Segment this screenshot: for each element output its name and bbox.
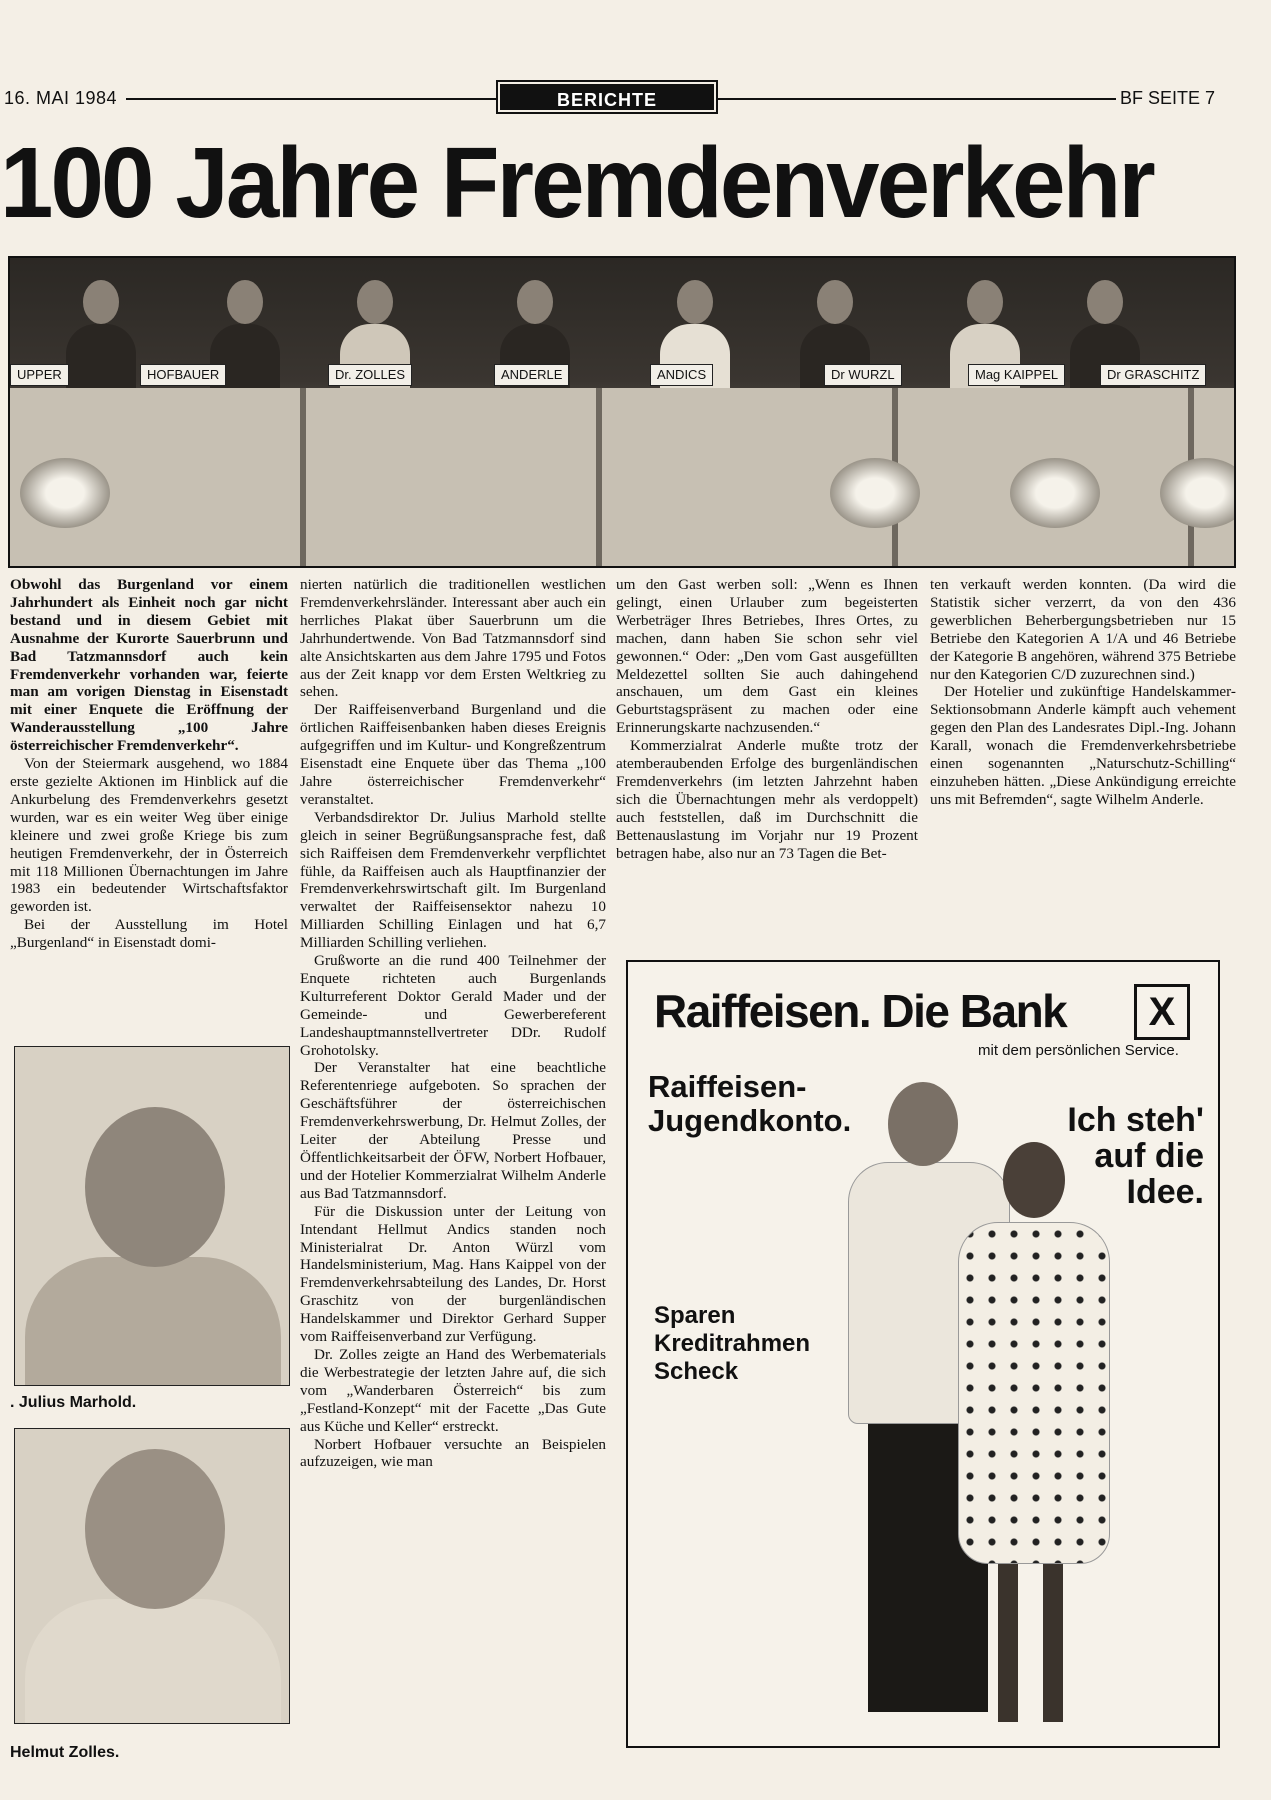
article-paragraph: Norbert Hofbauer versuchte an Beispielen aufzuzeigen, wie man [300, 1435, 606, 1471]
ad-slogan-line: Idee. [1126, 1173, 1204, 1211]
flower-arrangement [1010, 458, 1100, 528]
nameplate: Mag KAIPPEL [968, 364, 1065, 386]
ad-product-line: Raiffeisen- [648, 1069, 807, 1104]
page-number: BF SEITE 7 [1120, 88, 1216, 108]
nameplate: Dr. ZOLLES [328, 364, 412, 386]
header-rule-left [126, 98, 498, 100]
ad-model-woman [958, 1142, 1108, 1722]
nameplate: Dr WURZL [824, 364, 902, 386]
photo-caption: Helmut Zolles. [10, 1744, 120, 1761]
ad-brand: Raiffeisen. Die Bank [654, 985, 1067, 1037]
ad-slogan-line: Ich steh' [1067, 1101, 1204, 1139]
ad-slogan [1058, 1102, 1204, 1210]
article-paragraph: Von der Steiermark ausgehend, wo 1884 erste gezielte Aktionen im Hinblick auf die Ankurbelung des Fremdenverkehrs gesetzt wurden, war es ein weiter Weg über einige kleinere und zwei große Kriege bis zum heutigen Fremdenverkehr, der in Österreich mit 118 Millionen Übernachtungen im Jahre 1983 ein bedeutender Wirtschaftsfaktor geworden ist. [10, 755, 288, 916]
article-paragraph: Der Hotelier und zukünftige Handelskammer-Sektionsobmann Anderle kämpft auch vehement gegen den Plan des Landesrates Dipl.-Ing. Johann Karall, wonach die Fremdenverkehrsbetriebe einen sogenannten „Naturschutz-Schilling“ einzuheben hätten. „Diese Ankündigung erreichte uns mit Befremden“, sagte Wilhelm Anderle. [930, 683, 1236, 808]
article-paragraph: Der Veranstalter hat eine beachtliche Referentenriege aufgeboten. So sprachen der Geschäftsführer der österreichischen Fremdenverkehrswerbung, Dr. Helmut Zolles, der Leiter der Abteilung Presse und Öffentlichkeitsarbeit der ÖFW, Norbert Hofbauer, und der Hotelier Kommerzialrat Wilhelm Anderle aus Bad Tatzmannsdorf. [300, 1059, 606, 1202]
ad-feature-item: Kreditrahmen [654, 1330, 811, 1357]
article-paragraph: Dr. Zolles zeigte an Hand des Werbematerials die Werbestrategie der letzten Jahre auf, die sich vom „Wanderbaren Österreich“ bis zum „Festland-Konzept“ mit der Facette „Das Gute aus Küche und Keller“ erstreckt. [300, 1345, 606, 1435]
panelist-figure [66, 280, 136, 400]
nameplate: ANDICS [650, 364, 713, 386]
article-paragraph: Kommerzialrat Anderle mußte trotz der atemberaubenden Erfolge des burgenländischen Fremdenverkehrs (im letzten Jahrzehnt haben sich die Übernachtungen mehr als verdoppelt) auch feststellen, daß im Durchschnitt die Bettenauslastung im Vorjahr nur 19 Prozent betragen habe, also nur an 73 Tagen die Bet- [616, 737, 918, 862]
article-paragraph: Der Raiffeisenverband Burgenland und die örtlichen Raiffeisenbanken haben dieses Ereignis aufgegriffen und im Kultur- und Kongreßzentrum Eisenstadt eine Enquete über das Thema „100 Jahre österreichischer Fremdenverkehr“ veranstaltet. [300, 701, 606, 808]
article-paragraph: um den Gast werben soll: „Wenn es Ihnen gelingt, einen Urlauber zum begeisterten Werbeträger Ihres Betriebes, Ihres Ortes, zu machen, dann haben Sie schon sehr viel gewonnen.“ Oder: „Den vom Gast ausgefüllten Meldezettel sollten Sie auch dahingehend anschauen, um dem Gast ein kleines Geburtstagspräsent zu machen oder eine Erinnerungskarte nachzusenden.“ [616, 576, 918, 737]
raiffeisen-advertisement [626, 960, 1220, 1748]
ad-tagline: mit dem persönlichen Service. [978, 1042, 1179, 1059]
article-paragraph: Verbandsdirektor Dr. Julius Marhold stellte gleich in seiner Begrüßungsansprache fest, daß sich Raiffeisen dem Fremdenverkehr verpflichtet fühle, da Raiffeisen auch als Hauptfinanzier der Fremdenverkehrswirtschaft gilt. Im Burgenland verwaltet der Raiffeisensektor nahezu 10 Milliarden Schilling Einlagen und hat 6,7 Milliarden Schilling verliehen. [300, 808, 606, 952]
article-paragraph: ten verkauft werden konnten. (Da wird die Statistik sicher verzerrt, da von den 436 gewerblichen Beherbergungsbetrieben nur 15 Betriebe den Kategorien A 1/A und 46 Betriebe der Kategorie B angehören, während 375 Betriebe nur den Kategorien C/D zuzurechnen sind.) [930, 576, 1236, 683]
article-paragraph: Bei der Ausstellung im Hotel „Burgenland“ in Eisenstadt domi- [10, 916, 288, 952]
nameplate: Dr GRASCHITZ [1100, 364, 1206, 386]
nameplate: ANDERLE [494, 364, 569, 386]
headline: 100 Jahre Fremdenverkehr [0, 127, 1153, 239]
article-column-2 [300, 576, 606, 1471]
portrait-photo-marhold [14, 1046, 290, 1386]
section-label: BERICHTE [500, 84, 714, 110]
flower-arrangement [830, 458, 920, 528]
flower-arrangement [20, 458, 110, 528]
header-rule-right [718, 98, 1116, 100]
photo-caption: . Julius Marhold. [10, 1394, 137, 1411]
page-header [0, 84, 1236, 112]
article-column-3 [616, 576, 918, 863]
nameplate: HOFBAUER [140, 364, 226, 386]
article-paragraph: Für die Diskussion unter der Leitung von Intendant Hellmut Andics standen noch Ministerialrat Dr. Anton Würzl vom Handelsministerium, Mag. Hans Kaippel von der Fremdenverkehrsabteilung des Landes, Dr. Horst Graschitz von der burgenländischen Handelskammer und Direktor Gerhard Supper vom Raiffeisenverband zur Verfügung. [300, 1202, 606, 1346]
ad-features [654, 1302, 810, 1386]
article-paragraph: nierten natürlich die traditionellen westlichen Fremdenverkehrsländer. Interessant aber auch ein herrliches Plakat über Sauerbrunn um die Jahrhundertwende. Von Bad Tatzmannsdorf sind alte Ansichtskarten aus dem Jahre 1795 und Fotos aus der Zeit knapp vor dem Ersten Weltkrieg zu sehen. [300, 576, 606, 701]
nameplate: UPPER [10, 364, 69, 386]
portrait-photo-zolles [14, 1428, 290, 1724]
ad-feature-item: Scheck [654, 1358, 739, 1385]
article-column-1 [10, 576, 288, 952]
article-paragraph: Obwohl das Burgenland vor einem Jahrhundert als Einheit noch gar nicht bestand und in diesem Gebiet mit Ausnahme der Kurorte Sauerbrunn und Bad Tatzmannsdorf auch kein Fremdenverkehr vorhanden war, feierte man am vorigen Dienstag in Eisenstadt mit einer Enquete die Eröffnung der Wanderausstellung „100 Jahre österreichischer Fremdenverkehr“. [10, 576, 288, 755]
article-column-4 [930, 576, 1236, 809]
raiffeisen-logo-icon: X [1134, 984, 1190, 1040]
article-paragraph: Grußworte an die rund 400 Teilnehmer der Enquete richteten auch Burgenlands Kulturreferent Doktor Gerald Mader und der Gemeinde- und Gewerbereferent Landeshauptmannstellvertreter DDr. Rudolf Grohotolsky. [300, 952, 606, 1059]
ad-slogan-line: auf die [1094, 1137, 1204, 1175]
panel-photo [8, 256, 1236, 568]
ad-product-title [648, 1070, 851, 1138]
ad-feature-item: Sparen [654, 1302, 736, 1329]
ad-product-line: Jugendkonto. [648, 1103, 852, 1138]
issue-date: 16. MAI 1984 [4, 88, 118, 108]
